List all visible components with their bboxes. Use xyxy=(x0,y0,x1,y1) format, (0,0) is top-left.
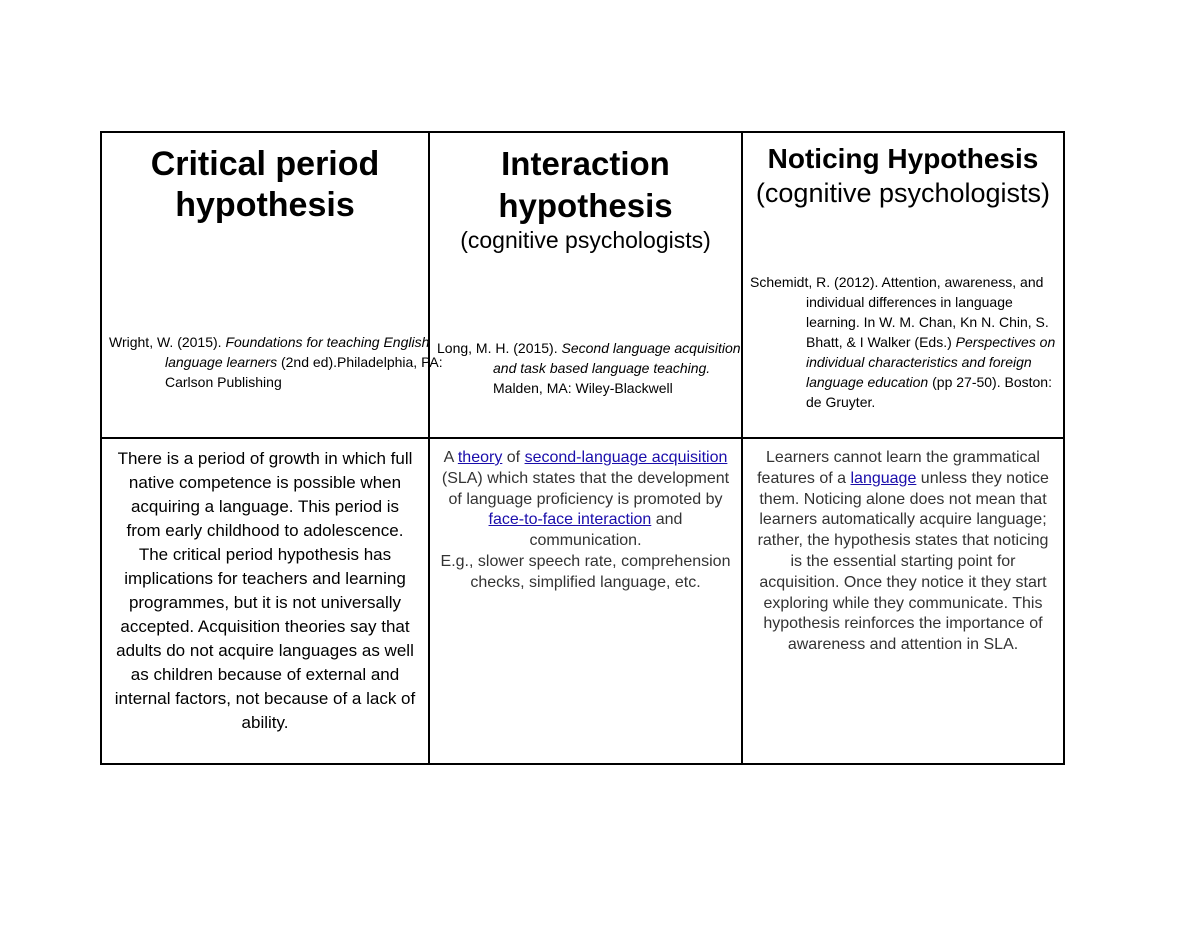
column-subtitle: (cognitive psychologists) xyxy=(755,178,1051,208)
citation-title: Foundations for teaching English language learners xyxy=(165,334,430,370)
text-run: (SLA) which states that the development of language proficiency is promoted by xyxy=(441,469,730,508)
column-title: Noticing Hypothesis xyxy=(767,143,1039,174)
second-language-acquisition-link[interactable]: second-language acquisition xyxy=(524,449,728,466)
text-run: and communication. xyxy=(529,511,683,550)
face-to-face-interaction-link[interactable]: face-to-face interaction xyxy=(488,511,652,529)
header-row xyxy=(101,132,1064,438)
column-subtitle: (cognitive psychologists) xyxy=(460,227,711,253)
text-run: Learners cannot learn the grammatical features of a xyxy=(757,449,1040,487)
description-text xyxy=(430,439,741,594)
language-link[interactable]: language xyxy=(850,469,917,487)
description-text: There is a period of growth in which full native competence is possible when acquiring a language. This period is from early childhood to adolescence. The critical period hypothesis has implications for teachers and learning programmes, but it is not universally accepted. Acquisition theories say that adults do not acquire languages as well as children because of external and internal factors, not because of a lack of ability. xyxy=(114,449,416,732)
citation-text: Wright, W. (2015). xyxy=(109,334,226,350)
citation-text: Malden, MA: Wiley-Blackwell xyxy=(493,380,673,396)
body-cell-critical-period xyxy=(101,438,429,764)
citation-text: Long, M. H. (2015). xyxy=(437,340,562,356)
text-run: of xyxy=(502,449,525,466)
column-title: Interaction hypothesis xyxy=(498,145,673,224)
header-cell-noticing xyxy=(742,132,1064,438)
citation-text: (pp 27-50). Boston: de Gruyter. xyxy=(806,374,1052,410)
comparison-table xyxy=(100,131,1065,765)
citation-title: Second language acquisition and task based language teaching. xyxy=(493,340,741,376)
body-row xyxy=(101,438,1064,764)
reference-citation xyxy=(109,332,459,392)
text-run: unless they notice them. Noticing alone does not mean that learners automatically acquire language; rather, the hypothesis states that noticing is the essential starting point for acquisition. Once they notice it they start exploring while they communicate. This hypothesis reinforces the importance of awareness and attention in SLA. xyxy=(757,469,1049,654)
description-text xyxy=(743,439,1063,656)
example-text: E.g., slower speech rate, comprehension checks, simplified language, etc. xyxy=(440,552,731,591)
theory-link[interactable]: theory xyxy=(457,449,503,466)
reference-citation xyxy=(750,272,1066,412)
reference-citation xyxy=(437,338,759,398)
text-run: A xyxy=(443,449,458,466)
header-cell-critical-period xyxy=(101,132,443,438)
citation-text: (2nd ed).Philadelphia, PA: Carlson Publishing xyxy=(165,354,443,390)
header-cell-interaction xyxy=(429,132,742,438)
citation-title: Perspectives on individual characteristics and foreign language education xyxy=(806,334,1056,390)
body-cell-interaction xyxy=(429,438,742,764)
body-cell-noticing xyxy=(742,438,1064,764)
citation-text: Schemidt, R. (2012). Attention, awareness, and individual differences in language learning. In W. M. Chan, Kn N. Chin, S. Bhatt, & I Walker (Eds.) xyxy=(750,274,1049,350)
column-title: Critical period hypothesis xyxy=(150,145,380,224)
